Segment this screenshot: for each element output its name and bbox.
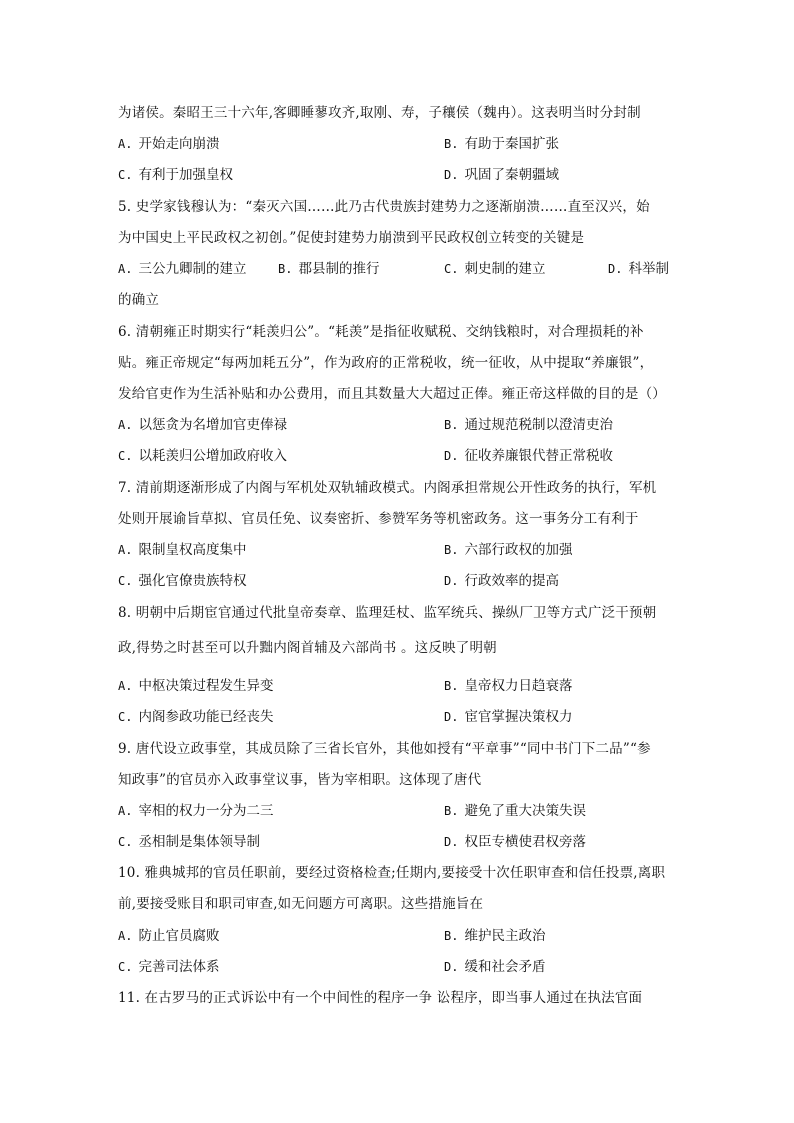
q5-stem-line-1: 5. 史学家钱穆认为：“秦灭六国……此乃古代贵族封建势力之逐渐崩溃……直至汉兴，始 — [118, 199, 650, 215]
q4-option-b[interactable] — [444, 135, 559, 153]
option-text: 中枢决策过程发生异变 — [138, 678, 274, 694]
option-letter: B. — [278, 262, 293, 276]
option-letter: D. — [608, 262, 623, 276]
option-text: 科举制 — [628, 261, 669, 277]
q6-stem-line-1: 6. 清朝雍正时期实行“耗羡归公”。“耗羡”是指征收赋税、交纳钱粮时，对合理损耗的补 — [118, 324, 644, 340]
option-letter: B. — [444, 679, 459, 693]
q7-option-b[interactable] — [444, 541, 572, 559]
option-letter: D. — [444, 574, 459, 588]
option-text: 避免了重大决策失误 — [464, 803, 586, 819]
option-letter: A. — [118, 804, 133, 818]
option-text: 丞相制是集体领导制 — [138, 834, 260, 850]
option-text: 权臣专横使君权旁落 — [464, 834, 586, 850]
option-text: 三公九卿制的建立 — [138, 261, 247, 277]
q7-stem-line-2: 处则开展谕旨草拟、官员任免、议奏密折、参赞军务等机密政务。这一事务分工有利于 — [118, 511, 639, 527]
option-text: 行政效率的提高 — [464, 573, 559, 589]
option-text: 强化官僚贵族特权 — [138, 573, 247, 589]
q8-option-a[interactable] — [118, 677, 273, 695]
option-text: 通过规范税制以澄清吏治 — [464, 417, 613, 433]
q5-option-a[interactable] — [118, 260, 246, 278]
option-letter: C. — [118, 960, 133, 974]
option-letter: B. — [444, 137, 459, 151]
option-text: 宰相的权力一分为二三 — [138, 803, 274, 819]
q10-option-a[interactable] — [118, 927, 219, 945]
option-text: 维护民主政治 — [464, 928, 546, 944]
option-letter: D. — [444, 168, 459, 182]
option-text: 防止官员腐败 — [138, 928, 220, 944]
option-letter: C. — [118, 449, 133, 463]
option-letter: C. — [118, 574, 133, 588]
q5-option-d-continuation: 的确立 — [118, 292, 160, 308]
option-text: 刺史制的建立 — [464, 261, 546, 277]
option-letter: D. — [444, 960, 459, 974]
q6-stem-line-3: 发给官吏作为生活补贴和办公费用，而且其数量大大超过正俸。雍正帝这样做的目的是（） — [118, 386, 666, 402]
q6-option-b[interactable] — [444, 416, 613, 434]
q7-option-c[interactable] — [118, 572, 246, 590]
q4-stem-tail: 为诸侯。秦昭王三十六年,客卿睡蓼攻齐,取刚、寿，子穰侯（魏冉）。这表明当时分封制 — [118, 105, 641, 121]
q9-option-b[interactable] — [444, 802, 586, 820]
option-letter: A. — [118, 679, 133, 693]
option-letter: C. — [118, 168, 133, 182]
option-text: 有助于秦国扩张 — [464, 136, 559, 152]
q4-option-a[interactable] — [118, 135, 219, 153]
option-text: 缓和社会矛盾 — [464, 959, 546, 975]
option-letter: B. — [444, 804, 459, 818]
option-letter: A. — [118, 262, 133, 276]
option-letter: A. — [118, 543, 133, 557]
option-text: 内阁参政功能已经丧失 — [138, 709, 274, 725]
option-letter: C. — [444, 262, 459, 276]
q4-option-d[interactable] — [444, 166, 559, 184]
option-text: 有利于加强皇权 — [138, 167, 233, 183]
option-letter: B. — [444, 418, 459, 432]
option-text: 皇帝权力日趋衰落 — [464, 678, 573, 694]
option-letter: D. — [444, 449, 459, 463]
option-letter: A. — [118, 418, 133, 432]
q10-option-d[interactable] — [444, 958, 545, 976]
q4-option-c[interactable] — [118, 166, 233, 184]
option-text: 限制皇权高度集中 — [138, 542, 247, 558]
option-text: 宦官掌握决策权力 — [464, 709, 573, 725]
q7-option-d[interactable] — [444, 572, 559, 590]
q6-option-d[interactable] — [444, 447, 613, 465]
q5-stem-line-2: 为中国史上平民政权之初创。”促使封建势力崩溃到平民政权创立转变的关键是 — [118, 230, 585, 246]
q6-stem-line-2: 贴。雍正帝规定“每两加耗五分”，作为政府的正常税收，统一征收，从中提取“养廉银”， — [118, 355, 654, 371]
q8-option-b[interactable] — [444, 677, 572, 695]
q6-option-a[interactable] — [118, 416, 287, 434]
option-letter: A. — [118, 137, 133, 151]
option-letter: D. — [444, 710, 459, 724]
q9-stem-line-2: 知政事”的官员亦入政事堂议事，皆为宰相职。这体现了唐代 — [118, 772, 482, 788]
q10-stem-line-2: 前,要接受账目和职司审查,如无问题方可离职。这些措施旨在 — [118, 896, 484, 912]
option-text: 巩固了秦朝疆域 — [464, 167, 559, 183]
option-letter: A. — [118, 929, 133, 943]
option-letter: D. — [444, 835, 459, 849]
option-letter: C. — [118, 710, 133, 724]
q5-option-b[interactable] — [278, 260, 379, 278]
q10-option-b[interactable] — [444, 927, 545, 945]
q5-option-d[interactable] — [608, 260, 669, 278]
q6-option-c[interactable] — [118, 447, 287, 465]
option-text: 以耗羡归公增加政府收入 — [138, 448, 287, 464]
option-letter: B. — [444, 929, 459, 943]
option-text: 开始走向崩溃 — [138, 136, 220, 152]
q8-stem-line-1: 8. 明朝中后期宦官通过代批皇帝奏章、监理廷杖、监军统兵、操纵厂卫等方式广泛干预朝 — [118, 605, 657, 621]
q5-option-c[interactable] — [444, 260, 545, 278]
q10-stem-line-1: 10. 雅典城邦的官员任职前，要经过资格检查;任期内,要接受十次任职审查和信任投票,离职 — [118, 865, 666, 881]
q9-option-d[interactable] — [444, 833, 586, 851]
option-text: 郡县制的推行 — [298, 261, 380, 277]
option-text: 以惩贪为名增加官吏俸禄 — [138, 417, 287, 433]
option-letter: C. — [118, 835, 133, 849]
q8-option-d[interactable] — [444, 708, 572, 726]
q9-stem-line-1: 9. 唐代设立政事堂，其成员除了三省长官外，其他如授有“平章事”“同中书门下二品”“参 — [118, 741, 651, 757]
q7-option-a[interactable] — [118, 541, 246, 559]
q11-stem-line-1: 11. 在古罗马的正式诉讼中有一个中间性的程序一争 讼程序，即当事人通过在执法官面 — [118, 990, 643, 1006]
q8-stem-line-2: 政,得势之时甚至可以升黜内阁首辅及六部尚书 。这反映了明朝 — [118, 640, 497, 656]
q9-option-c[interactable] — [118, 833, 260, 851]
q10-option-c[interactable] — [118, 958, 219, 976]
q9-option-a[interactable] — [118, 802, 273, 820]
option-letter: B. — [444, 543, 459, 557]
q7-stem-line-1: 7. 清前期逐渐形成了内阁与军机处双轨辅政模式。内阁承担常规公开性政务的执行，军机 — [118, 480, 657, 496]
q8-option-c[interactable] — [118, 708, 273, 726]
option-text: 六部行政权的加强 — [464, 542, 573, 558]
option-text: 完善司法体系 — [138, 959, 220, 975]
option-text: 征收养廉银代替正常税收 — [464, 448, 613, 464]
